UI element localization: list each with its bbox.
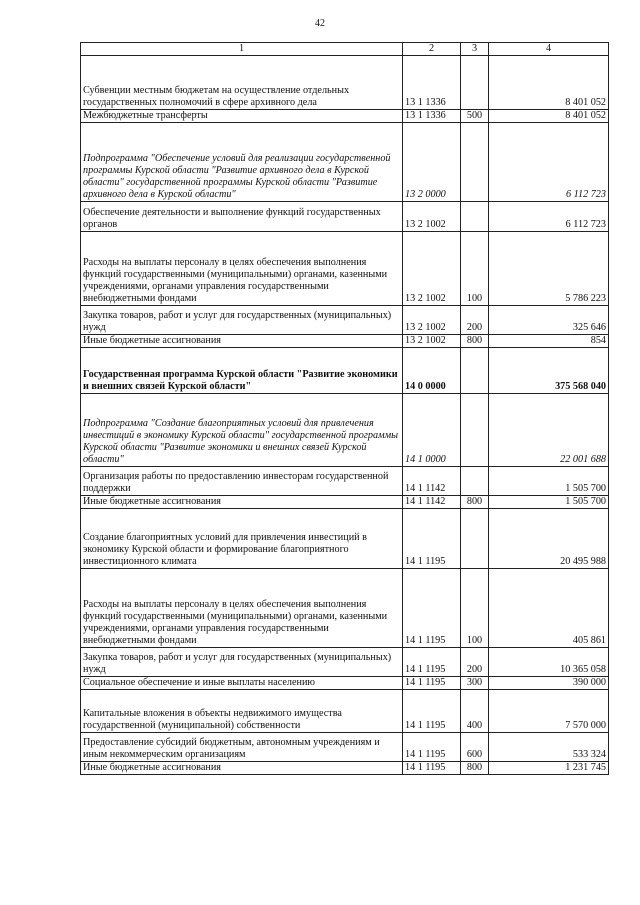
row-code: 14 1 1195 — [403, 762, 461, 775]
row-code: 14 1 1195 — [403, 733, 461, 762]
row-expense-type: 600 — [461, 733, 489, 762]
table-row — [81, 56, 609, 110]
row-amount: 390 000 — [489, 677, 609, 690]
row-expense-type — [461, 202, 489, 232]
row-name: Расходы на выплаты персоналу в целях обеспечения выполнения функций государственными (муниципальными) органами, казенными учреждениями, органами управления государственными внебюджетными фондами — [81, 232, 403, 306]
row-amount: 325 646 — [489, 306, 609, 335]
row-amount: 854 — [489, 335, 609, 348]
row-expense-type: 500 — [461, 110, 489, 123]
table-row — [81, 648, 609, 677]
row-expense-type: 200 — [461, 648, 489, 677]
page-number: 42 — [315, 18, 325, 29]
table-row — [81, 232, 609, 306]
row-code: 13 2 1002 — [403, 202, 461, 232]
row-code: 13 2 1002 — [403, 335, 461, 348]
budget-table — [80, 42, 609, 775]
table-row — [81, 467, 609, 496]
row-code: 13 2 1002 — [403, 306, 461, 335]
row-amount: 8 401 052 — [489, 56, 609, 110]
row-code: 14 1 1195 — [403, 690, 461, 733]
table-row — [81, 569, 609, 648]
row-amount: 10 365 058 — [489, 648, 609, 677]
column-header-amount: 4 — [489, 43, 609, 56]
column-header-code: 2 — [403, 43, 461, 56]
row-code: 13 2 1002 — [403, 232, 461, 306]
row-amount: 8 401 052 — [489, 110, 609, 123]
row-name: Закупка товаров, работ и услуг для государственных (муниципальных) нужд — [81, 306, 403, 335]
row-code: 14 1 1195 — [403, 569, 461, 648]
row-expense-type — [461, 348, 489, 394]
row-expense-type: 800 — [461, 762, 489, 775]
table-row — [81, 496, 609, 509]
row-code: 14 1 1142 — [403, 496, 461, 509]
row-amount: 1 505 700 — [489, 496, 609, 509]
row-expense-type — [461, 509, 489, 569]
row-name: Иные бюджетные ассигнования — [81, 496, 403, 509]
row-name: Организация работы по предоставлению инвесторам государственной поддержки — [81, 467, 403, 496]
row-expense-type: 800 — [461, 335, 489, 348]
row-amount: 20 495 988 — [489, 509, 609, 569]
row-expense-type: 400 — [461, 690, 489, 733]
table-row — [81, 306, 609, 335]
row-name: Закупка товаров, работ и услуг для государственных (муниципальных) нужд — [81, 648, 403, 677]
row-code: 14 1 1195 — [403, 677, 461, 690]
row-name: Иные бюджетные ассигнования — [81, 335, 403, 348]
row-expense-type — [461, 467, 489, 496]
row-expense-type: 100 — [461, 232, 489, 306]
row-name: Государственная программа Курской области "Развитие экономики и внешних связей Курской области" — [81, 348, 403, 394]
row-amount: 6 112 723 — [489, 123, 609, 202]
row-name: Социальное обеспечение и иные выплаты населению — [81, 677, 403, 690]
column-header-name: 1 — [81, 43, 403, 56]
row-code: 13 2 0000 — [403, 123, 461, 202]
row-expense-type: 200 — [461, 306, 489, 335]
table-header-row — [81, 43, 609, 56]
row-amount: 1 231 745 — [489, 762, 609, 775]
row-code: 14 1 1195 — [403, 648, 461, 677]
table-row — [81, 762, 609, 775]
table-row — [81, 348, 609, 394]
row-expense-type — [461, 394, 489, 467]
row-amount: 1 505 700 — [489, 467, 609, 496]
row-code: 13 1 1336 — [403, 56, 461, 110]
row-name: Обеспечение деятельности и выполнение функций государственных органов — [81, 202, 403, 232]
row-amount: 405 861 — [489, 569, 609, 648]
row-code: 14 1 1142 — [403, 467, 461, 496]
row-code: 14 1 0000 — [403, 394, 461, 467]
row-name: Межбюджетные трансферты — [81, 110, 403, 123]
table-row — [81, 123, 609, 202]
row-name: Подпрограмма "Создание благоприятных условий для привлечения инвестиций в экономику Курской области" государственной программы Курской области "Развитие экономики и внешних связей Курской области" — [81, 394, 403, 467]
row-amount: 5 786 223 — [489, 232, 609, 306]
row-expense-type: 300 — [461, 677, 489, 690]
row-name: Подпрограмма "Обеспечение условий для реализации государственной программы Курской области "Развитие архивного дела в Курской области" государственной программы Курской области "Развитие архивного дела в Курской области" — [81, 123, 403, 202]
row-amount: 22 001 688 — [489, 394, 609, 467]
row-expense-type — [461, 123, 489, 202]
row-name: Капитальные вложения в объекты недвижимого имущества государственной (муниципальной) собственности — [81, 690, 403, 733]
table-row — [81, 677, 609, 690]
row-amount: 6 112 723 — [489, 202, 609, 232]
row-code: 14 1 1195 — [403, 509, 461, 569]
row-name: Создание благоприятных условий для привлечения инвестиций в экономику Курской области и формирование благоприятного инвестиционного климата — [81, 509, 403, 569]
row-expense-type — [461, 56, 489, 110]
row-code: 13 1 1336 — [403, 110, 461, 123]
table-row — [81, 509, 609, 569]
column-header-expense-type: 3 — [461, 43, 489, 56]
row-amount: 375 568 040 — [489, 348, 609, 394]
table-row — [81, 690, 609, 733]
row-amount: 533 324 — [489, 733, 609, 762]
row-name: Субвенции местным бюджетам на осуществление отдельных государственных полномочий в сфере архивного дела — [81, 56, 403, 110]
row-amount: 7 570 000 — [489, 690, 609, 733]
table-row — [81, 335, 609, 348]
row-name: Иные бюджетные ассигнования — [81, 762, 403, 775]
table-row — [81, 202, 609, 232]
row-name: Предоставление субсидий бюджетным, автономным учреждениям и иным некоммерческим организациям — [81, 733, 403, 762]
table-row — [81, 394, 609, 467]
table-row — [81, 733, 609, 762]
row-expense-type: 100 — [461, 569, 489, 648]
table-row — [81, 110, 609, 123]
table-body — [81, 56, 609, 775]
row-name: Расходы на выплаты персоналу в целях обеспечения выполнения функций государственными (муниципальными) органами, казенными учреждениями, органами управления государственными внебюджетными фондами — [81, 569, 403, 648]
row-expense-type: 800 — [461, 496, 489, 509]
row-code: 14 0 0000 — [403, 348, 461, 394]
